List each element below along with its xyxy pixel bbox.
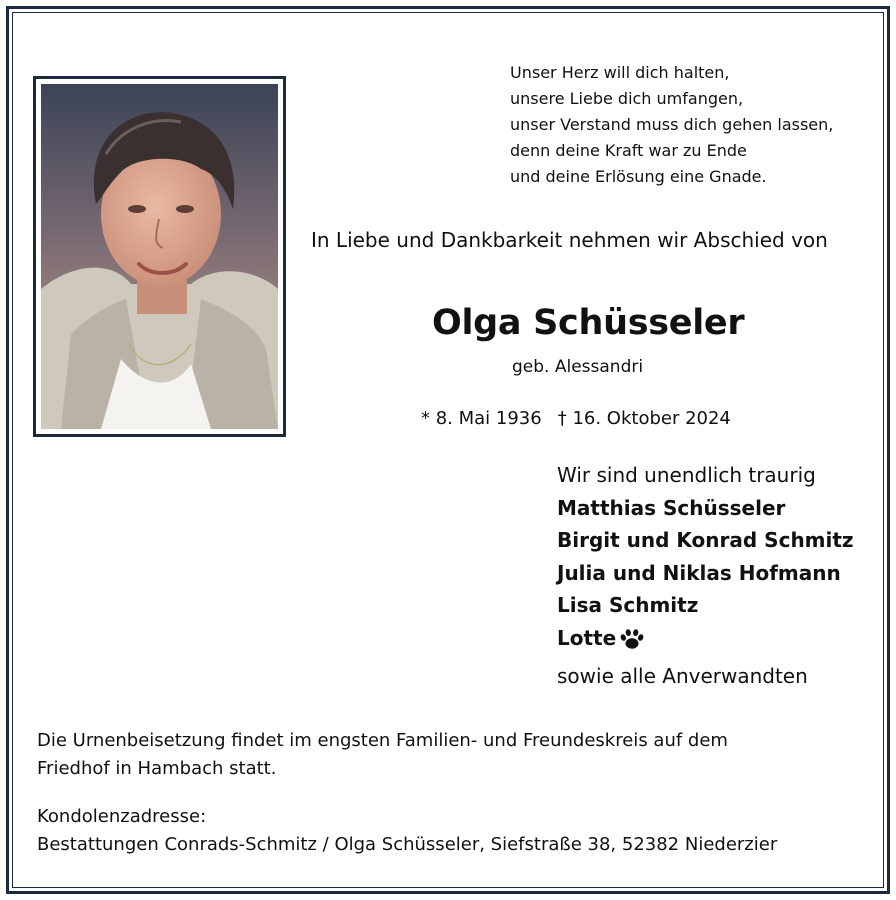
paw-icon	[619, 627, 645, 661]
mourner-name: Julia und Niklas Hofmann	[557, 560, 841, 585]
pet-name: Lotte	[557, 625, 617, 650]
maiden-name: geb. Alessandri	[512, 357, 644, 377]
condolence-address	[37, 803, 777, 859]
mourners-list	[557, 459, 854, 693]
poem-line: Unser Herz will dich halten,	[510, 63, 730, 82]
mourner-pet	[557, 622, 854, 661]
portrait-frame	[33, 76, 286, 437]
portrait-photo	[41, 84, 278, 429]
birth-date: * 8. Mai 1936	[421, 408, 542, 429]
condolence-text: Bestattungen Conrads-Schmitz / Olga Schüsseler, Siefstraße 38, 52382 Niederzier	[37, 834, 778, 855]
poem-line: unsere Liebe dich umfangen,	[510, 89, 744, 108]
farewell-intro: In Liebe und Dankbarkeit nehmen wir Abschied von	[311, 228, 828, 252]
mourners-closing: sowie alle Anverwandten	[557, 664, 808, 688]
mourner-name: Birgit und Konrad Schmitz	[557, 528, 854, 552]
death-date: † 16. Oktober 2024	[557, 408, 731, 429]
deceased-name: Olga Schüsseler	[432, 303, 745, 343]
condolence-label: Kondolenzadresse:	[37, 806, 207, 827]
notice-line: Friedhof in Hambach statt.	[37, 758, 277, 779]
mourner-name: Lisa Schmitz	[557, 593, 699, 617]
poem-line: und deine Erlösung eine Gnade.	[510, 167, 767, 186]
life-dates	[421, 408, 731, 429]
mourners-intro: Wir sind unendlich traurig	[557, 463, 816, 487]
burial-notice	[37, 727, 728, 783]
poem	[510, 60, 833, 190]
notice-line: Die Urnenbeisetzung findet im engsten Familien- und Freundeskreis auf dem	[37, 730, 728, 751]
mourner-name: Matthias Schüsseler	[557, 495, 786, 520]
poem-line: denn deine Kraft war zu Ende	[510, 141, 747, 160]
poem-line: unser Verstand muss dich gehen lassen,	[510, 115, 834, 134]
